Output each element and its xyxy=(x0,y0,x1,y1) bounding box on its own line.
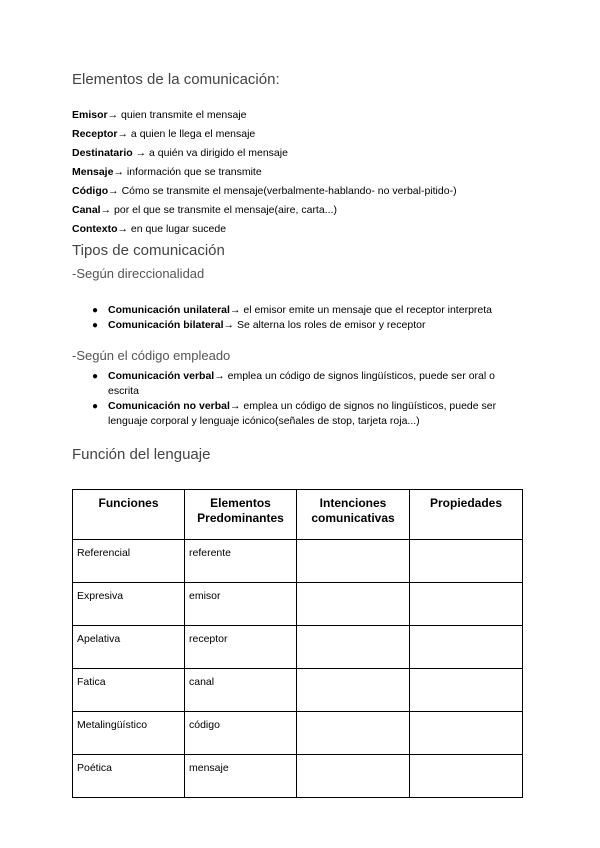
elements-heading: Elementos de la comunicación: xyxy=(72,71,280,88)
element-desc: → a quien le llega el mensaje xyxy=(117,128,256,140)
cell-intention xyxy=(297,755,410,798)
element-term: Destinatario xyxy=(72,147,133,159)
cell-property xyxy=(410,755,523,798)
header-funciones: Funciones xyxy=(73,490,185,540)
types-heading: Tipos de comunicación xyxy=(72,242,225,259)
cell-element: mensaje xyxy=(185,755,297,798)
elements-list xyxy=(72,106,528,239)
table-row xyxy=(73,755,523,798)
element-term: Canal xyxy=(72,204,101,216)
cell-property xyxy=(410,712,523,755)
element-term: Emisor xyxy=(72,109,108,121)
item-term: Comunicación verbal xyxy=(108,370,215,382)
cell-intention xyxy=(297,540,410,583)
element-item xyxy=(72,144,528,163)
table-row xyxy=(73,626,523,669)
table-row xyxy=(73,669,523,712)
document-page xyxy=(72,70,528,798)
element-item xyxy=(72,163,528,182)
list-item xyxy=(92,303,528,318)
item-term: Comunicación unilateral xyxy=(108,304,230,316)
cell-element: emisor xyxy=(185,583,297,626)
item-desc: → emplea un código de signos no lingüísticos, puede ser lenguaje corporal y lenguaje icónico(señales de stop, tarjeta roja...) xyxy=(108,400,497,427)
table-header-row xyxy=(73,490,523,540)
element-desc: → por el que se transmite el mensaje(aire, carta...) xyxy=(100,204,337,216)
element-item xyxy=(72,125,528,144)
cell-property xyxy=(410,583,523,626)
direction-list xyxy=(72,303,528,333)
cell-function: Apelativa xyxy=(73,626,185,669)
cell-intention xyxy=(297,669,410,712)
bullet-icon: ● xyxy=(92,305,99,316)
element-item xyxy=(72,182,528,201)
list-item xyxy=(92,369,528,399)
cell-function: Expresiva xyxy=(73,583,185,626)
item-desc: → Se alterna los roles de emisor y receptor xyxy=(223,319,426,331)
item-term: Comunicación no verbal xyxy=(108,400,230,412)
element-item xyxy=(72,201,528,220)
cell-intention xyxy=(297,712,410,755)
code-subheading: -Según el código empleado xyxy=(72,348,231,363)
element-item xyxy=(72,106,528,125)
cell-element: canal xyxy=(185,669,297,712)
functions-table xyxy=(72,489,523,798)
element-desc: → en que lugar sucede xyxy=(117,223,227,235)
function-heading: Función del lenguaje xyxy=(72,446,211,463)
table-row xyxy=(73,583,523,626)
element-term: Contexto xyxy=(72,223,118,235)
element-term: Receptor xyxy=(72,128,118,140)
cell-property xyxy=(410,540,523,583)
element-desc: → Cómo se transmite el mensaje(verbalmente-hablando- no verbal-pitido-) xyxy=(108,185,457,197)
header-intenciones: Intenciones comunicativas xyxy=(297,490,410,540)
bullet-icon: ● xyxy=(92,320,99,331)
cell-intention xyxy=(297,626,410,669)
cell-property xyxy=(410,669,523,712)
code-list xyxy=(72,369,528,429)
cell-function: Fatica xyxy=(73,669,185,712)
item-term: Comunicación bilateral xyxy=(108,319,224,331)
element-desc: → información que se transmite xyxy=(113,166,262,178)
cell-function: Metalingüístico xyxy=(73,712,185,755)
element-term: Mensaje xyxy=(72,166,114,178)
element-item xyxy=(72,220,528,239)
cell-element: referente xyxy=(185,540,297,583)
bullet-icon: ● xyxy=(92,371,99,382)
cell-function: Poética xyxy=(73,755,185,798)
element-desc: → a quién va dirigido el mensaje xyxy=(132,147,288,159)
cell-property xyxy=(410,626,523,669)
list-item xyxy=(92,399,528,429)
list-item xyxy=(92,318,528,333)
cell-element: receptor xyxy=(185,626,297,669)
table-row xyxy=(73,712,523,755)
item-desc: → el emisor emite un mensaje que el receptor interpreta xyxy=(229,304,492,316)
cell-intention xyxy=(297,583,410,626)
header-elementos: Elementos Predominantes xyxy=(185,490,297,540)
item-desc: → emplea un código de signos lingüísticos, puede ser oral o escrita xyxy=(108,370,495,397)
cell-function: Referencial xyxy=(73,540,185,583)
element-term: Código xyxy=(72,185,109,197)
cell-element: código xyxy=(185,712,297,755)
header-propiedades: Propiedades xyxy=(410,490,523,540)
direction-subheading: -Según direccionalidad xyxy=(72,266,205,281)
bullet-icon: ● xyxy=(92,401,99,412)
element-desc: → quien transmite el mensaje xyxy=(107,109,247,121)
table-row xyxy=(73,540,523,583)
